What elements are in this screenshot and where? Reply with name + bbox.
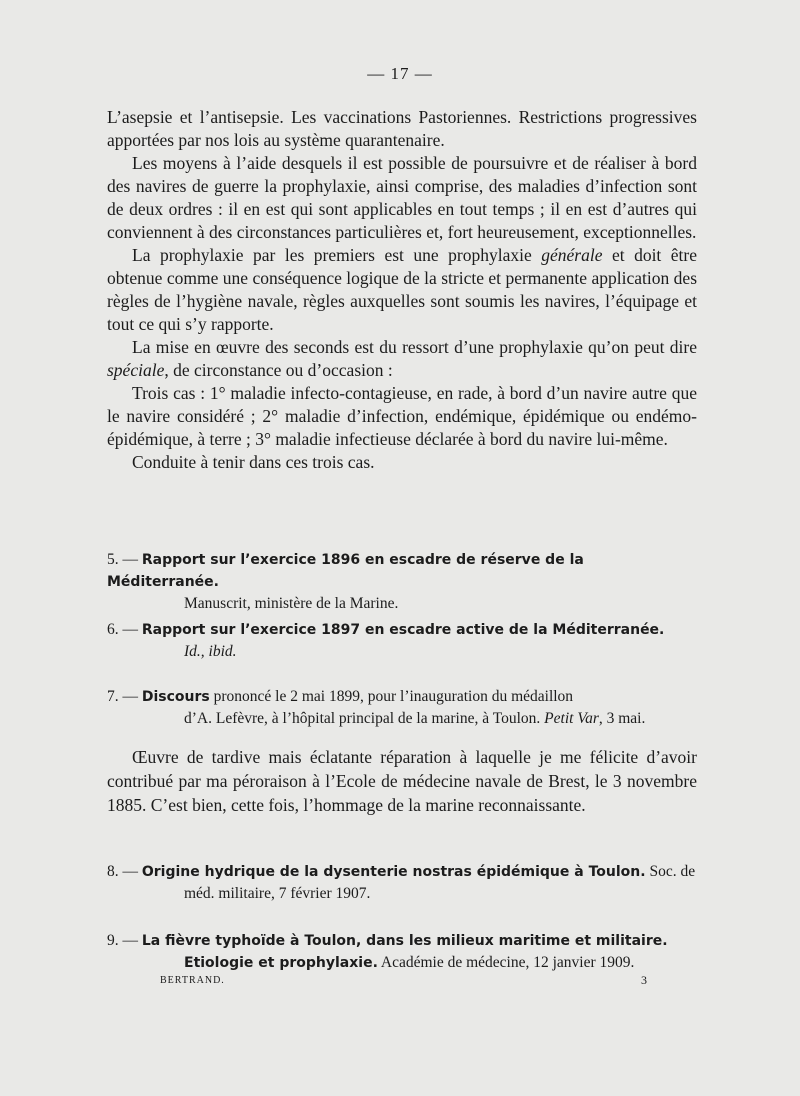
page-number: — 17 —: [367, 64, 433, 83]
paragraph-3: La prophylaxie par les premiers est une prophylaxie générale et doit être obtenue comme une conséquence logique de la stricte et permanente application des règles de l’hygiène navale, règles auxquelles sont soumis les navires, l’équipage et tout ce qui s’y rapporte.: [107, 245, 697, 334]
entry-title: La fièvre typhoïde à Toulon, dans les milieux maritime et militaire.: [141, 933, 668, 949]
emphasis-speciale: spéciale: [107, 360, 165, 380]
entry-title: Discours: [141, 689, 210, 705]
paragraph-5: Trois cas : 1° maladie infecto-contagieuse, en rade, à bord d’un navire autre que le navire considéré ; 2° maladie d’infection, endémique, épidémique ou endémo-épidémique, à terre ; 3° maladie infectieuse déclarée à bord du navire lui-même.: [107, 383, 697, 449]
entry-title: Origine hydrique de la dysenterie nostras épidémique à Toulon.: [141, 864, 646, 880]
entry-title: Rapport sur l’exercice 1896 en escadre de réserve de la Méditerranée.: [107, 552, 584, 590]
signature-mark: BERTRAND.: [160, 975, 225, 986]
entry-title: Rapport sur l’exercice 1897 en escadre active de la Méditerranée.: [141, 622, 665, 638]
paragraph-6: Conduite à tenir dans ces trois cas.: [132, 452, 375, 472]
oeuvre-paragraph: Œuvre de tardive mais éclatante réparation à laquelle je me félicite d’avoir contribué par ma péroraison à l’Ecole de médecine navale de Brest, le 3 novembre 1885. C’est bien, cette fois, l’hommage de la marine reconnaissante.: [107, 747, 697, 815]
bibliography-entry-7: 7. — Discours prononcé le 2 mai 1899, pour l’inauguration du médaillon d’A. Lefèvre, à l’hôpital principal de la marine, à Toulon. Petit Var, 3 mai.: [107, 688, 646, 727]
body-text: [107, 106, 697, 474]
bibliography-entry-6: 6. — Rapport sur l’exercice 1897 en escadre active de la Méditerranée. Id., ibid.: [107, 621, 665, 660]
paragraph-2: Les moyens à l’aide desquels il est possible de poursuivre et de réaliser à bord des navires de guerre la prophylaxie, ainsi comprise, des maladies d’infection sont de deux ordres : il en est qui sont applicables en tout temps ; il en est d’autres qui conviennent à des circonstances particulières et, fort heureusement, exceptionnelles.: [107, 153, 697, 242]
bibliography-entry-9: 9. — La fièvre typhoïde à Toulon, dans les milieux maritime et militaire. Etiologie et prophylaxie. Académie de médecine, 12 janvier 1909.: [107, 932, 668, 971]
paragraph-4: La mise en œuvre des seconds est du ressort d’une prophylaxie qu’on peut dire spéciale, de circonstance ou d’occasion :: [107, 337, 697, 380]
bibliography-entry-5: 5. — Rapport sur l’exercice 1896 en escadre de réserve de la Méditerranée. Manuscrit, ministère de la Marine.: [107, 551, 584, 612]
emphasis-generale: générale: [541, 245, 603, 265]
bibliography-entry-8: 8. — Origine hydrique de la dysenterie nostras épidémique à Toulon. Soc. de méd. militaire, 7 février 1907.: [107, 863, 696, 902]
signature-number: 3: [641, 973, 647, 987]
paragraph-1: L’asepsie et l’antisepsie. Les vaccinations Pastoriennes. Restrictions progressives apportées par nos lois au système quarantenaire.: [107, 107, 697, 150]
